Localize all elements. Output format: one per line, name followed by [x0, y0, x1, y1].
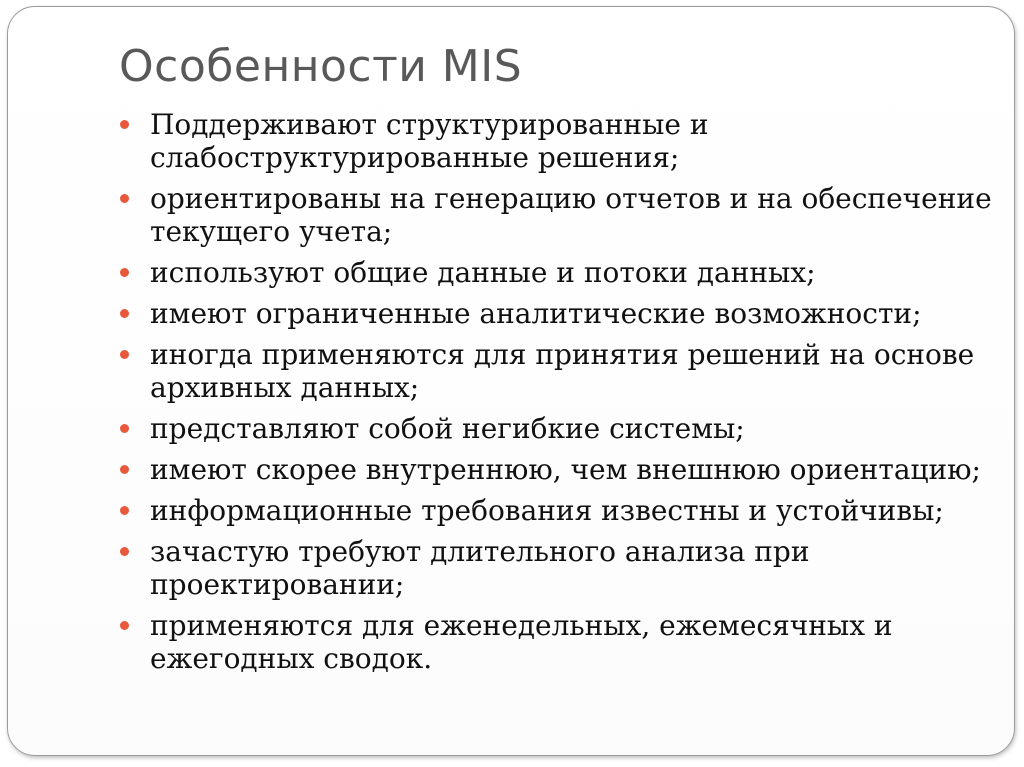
- bullet-dot-icon: [120, 506, 129, 515]
- bullet-dot-icon: [120, 268, 129, 277]
- bullet-dot-icon: [120, 621, 129, 630]
- bullet-dot-icon: [120, 194, 129, 203]
- slide-title: Особенности MIS: [119, 41, 523, 92]
- bullet-text: Поддерживают структурированные и слабоструктурированные решения;: [150, 108, 709, 174]
- bullet-dot-icon: [120, 309, 129, 318]
- bullet-list: [118, 108, 998, 683]
- bullet-dot-icon: [120, 465, 129, 474]
- bullet-item: [118, 535, 998, 601]
- bullet-item: [118, 494, 998, 527]
- bullet-text: зачастую требуют длительного анализа при проектировании;: [150, 535, 810, 601]
- bullet-dot-icon: [120, 547, 129, 556]
- bullet-text: иногда применяются для принятия решений на основе архивных данных;: [150, 338, 975, 404]
- bullet-item: [118, 256, 998, 289]
- bullet-item: [118, 182, 998, 248]
- bullet-item: [118, 297, 998, 330]
- bullet-item: [118, 609, 998, 675]
- bullet-dot-icon: [120, 350, 129, 359]
- bullet-text: представляют собой негибкие системы;: [150, 412, 745, 445]
- slide-frame: [7, 6, 1015, 756]
- bullet-text: ориентированы на генерацию отчетов и на обеспечение текущего учета;: [150, 182, 992, 248]
- bullet-item: [118, 453, 998, 486]
- bullet-dot-icon: [120, 424, 129, 433]
- bullet-text: информационные требования известны и устойчивы;: [150, 494, 944, 527]
- bullet-text: используют общие данные и потоки данных;: [150, 256, 816, 289]
- bullet-dot-icon: [120, 120, 129, 129]
- bullet-text: имеют скорее внутреннюю, чем внешнюю ориентацию;: [150, 453, 981, 486]
- bullet-item: [118, 108, 998, 174]
- bullet-text: применяются для еженедельных, ежемесячных и ежегодных сводок.: [150, 609, 893, 675]
- bullet-text: имеют ограниченные аналитические возможности;: [150, 297, 922, 330]
- bullet-item: [118, 338, 998, 404]
- bullet-item: [118, 412, 998, 445]
